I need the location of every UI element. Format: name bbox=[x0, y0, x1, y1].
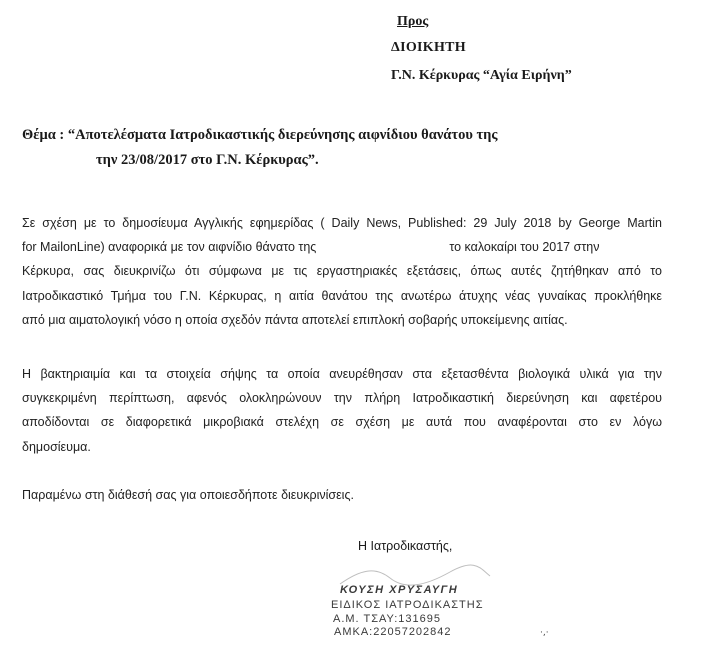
paragraph-line: συγκεκριμένη περίπτωση, αφενός ολοκληρώνουν την πλήρη Ιατροδικαστική διερεύνηση και αφετέρου bbox=[22, 391, 662, 406]
recipient-to-label: Προς bbox=[397, 14, 429, 29]
paragraph-line: αποδίδονται σε διαφορετικά μικροβιακά στελέχη σε σχέση με αυτά που αναφέρονται στο εν λόγω bbox=[22, 415, 662, 430]
body-paragraph-1 bbox=[22, 211, 662, 332]
subject-line-1: Θέμα : “Αποτελέσματα Ιατροδικαστικής διερεύνησης αιφνίδιου θανάτου της bbox=[22, 127, 498, 143]
recipient-title: ΔΙΟΙΚΗΤΗ bbox=[391, 40, 466, 55]
paragraph-line: Η βακτηριαιμία και τα στοιχεία σήψης τα οποία ανευρέθησαν στα εξετασθέντα βιολογικά υλικά για την bbox=[22, 367, 662, 381]
paragraph-line: Κέρκυρα, σας διευκρινίζω ότι σύμφωνα με τις εργαστηριακές εξετάσεις, όπως αυτές ζητήθηκαν από το bbox=[22, 264, 662, 279]
paragraph-line-segment: το καλοκαίρι του 2017 στην bbox=[449, 240, 600, 255]
stamp-name: ΚΟΥΣΗ ΧΡΥΣΑΥΓΗ bbox=[340, 584, 459, 596]
stamp-am: Α.Μ. ΤΣΑΥ:131695 bbox=[333, 613, 442, 625]
body-paragraph-3 bbox=[22, 483, 662, 507]
signature-role: Η Ιατροδικαστής, bbox=[358, 539, 453, 553]
paragraph-line-segment: for MailonLine) αναφορικά με τον αιφνίδιο θάνατο της bbox=[22, 240, 317, 255]
stamp-amka: ΑΜΚΑ:22057202842 bbox=[334, 626, 452, 638]
scan-mark: ·,· bbox=[540, 628, 549, 638]
paragraph-line: Παραμένω στη διάθεσή σας για οποιεσδήποτε διευκρινίσεις. bbox=[22, 488, 354, 502]
stamp-title: ΕΙΔΙΚΟΣ ΙΑΤΡΟΔΙΚΑΣΤΗΣ bbox=[331, 599, 484, 611]
paragraph-line: Σε σχέση με το δημοσίευμα Αγγλικής εφημερίδας ( Daily News, Published: 29 July 2018 by George Martin bbox=[22, 216, 662, 230]
body-paragraph-2 bbox=[22, 362, 662, 459]
subject-line-2: την 23/08/2017 στο Γ.Ν. Κέρκυρας”. bbox=[96, 152, 319, 168]
paragraph-line-with-redaction bbox=[22, 235, 662, 259]
paragraph-line: Ιατροδικαστικό Τμήμα του Γ.Ν. Κέρκυρας, η αιτία θανάτου της ανωτέρω άτυχης νέας γυναίκας προκλήθηκε bbox=[22, 288, 662, 303]
paragraph-line: δημοσίευμα. bbox=[22, 439, 91, 454]
recipient-hospital: Γ.Ν. Κέρκυρας “Αγία Ειρήνη” bbox=[391, 68, 572, 83]
paragraph-line: από μια αιματολογική νόσο η οποία σχεδόν πάντα αποτελεί επιπλοκή σοβαρής υποκείμενης αιτίας. bbox=[22, 312, 568, 327]
